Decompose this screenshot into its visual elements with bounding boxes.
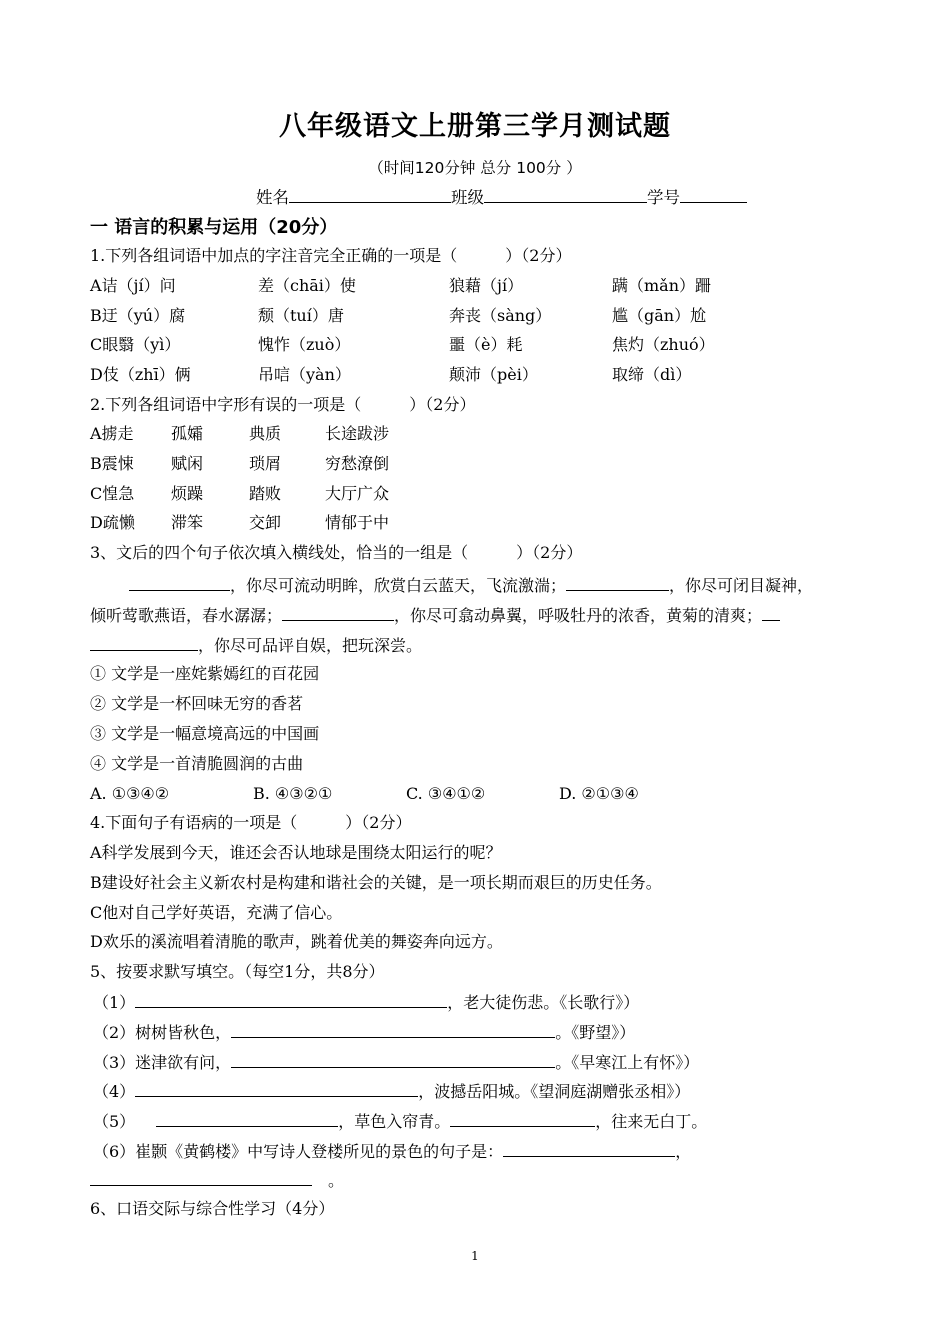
option-cell: 长途跋涉 bbox=[325, 424, 390, 443]
item-number: （1） bbox=[93, 993, 136, 1012]
item-text: 。 bbox=[328, 1171, 345, 1190]
answer-blank[interactable] bbox=[231, 1021, 555, 1038]
sentence-option: ③ 文学是一幅意境高远的中国画 bbox=[90, 724, 320, 743]
question-1-stem: 1.下列各组词语中加点的字注音完全正确的一项是（ ）（2分） bbox=[90, 246, 572, 265]
fill-item-1 bbox=[93, 991, 639, 1013]
option-cell: 愧怍（zuò） bbox=[258, 335, 351, 354]
item-text: （3）迷津欲有问， bbox=[93, 1053, 232, 1072]
passage-text: ，你尽可闭目凝神， bbox=[669, 576, 814, 595]
fill-item-3 bbox=[93, 1051, 699, 1073]
question-4-option: D欢乐的溪流唱着清脆的歌声，跳着优美的舞姿奔向远方。 bbox=[90, 932, 503, 951]
section-heading: 一 语言的积累与运用（20分） bbox=[90, 217, 338, 238]
question-2-row-d bbox=[90, 513, 490, 533]
option-cell: 滞笨 bbox=[171, 513, 204, 532]
item-text: ， bbox=[675, 1142, 692, 1161]
question-1-row-d bbox=[90, 365, 850, 385]
option-cell: 焦灼（zhuó） bbox=[612, 335, 715, 354]
page-number: 1 bbox=[471, 1249, 479, 1263]
choice: D. ②①③④ bbox=[559, 784, 639, 803]
page-title: 八年级语文上册第三学月测试题 bbox=[279, 111, 671, 142]
option-cell: 典质 bbox=[249, 424, 282, 443]
option-cell: 颠沛（pèi） bbox=[449, 365, 538, 384]
sentence-option: ④ 文学是一首清脆圆润的古曲 bbox=[90, 754, 304, 773]
option-cell: 奔丧（sàng） bbox=[449, 306, 552, 325]
option-cell: 烦躁 bbox=[171, 484, 204, 503]
answer-blank[interactable] bbox=[135, 1080, 418, 1097]
option-cell: 大厅广众 bbox=[325, 484, 390, 503]
option-cell: A掳走 bbox=[90, 424, 134, 443]
question-6-stem: 6、口语交际与综合性学习（4分） bbox=[90, 1199, 335, 1218]
item-number: （4） bbox=[93, 1082, 136, 1101]
answer-blank[interactable] bbox=[503, 1140, 675, 1157]
option-cell: D伎（zhī）俩 bbox=[90, 365, 191, 384]
item-text: 。《野望》） bbox=[555, 1023, 636, 1042]
answer-blank[interactable] bbox=[231, 1051, 555, 1068]
option-cell: 蹒（mǎn）跚 bbox=[612, 276, 712, 295]
item-text: （6）崔颢《黄鹤楼》中写诗人登楼所见的景色的句子是： bbox=[93, 1142, 504, 1161]
choice: A. ①③④② bbox=[90, 784, 170, 803]
question-1-row-b bbox=[90, 306, 850, 326]
option-cell: 孤孀 bbox=[171, 424, 204, 443]
item-text: ，往来无白丁。 bbox=[595, 1112, 708, 1131]
question-2-stem: 2.下列各组词语中字形有误的一项是（ ）（2分） bbox=[90, 395, 476, 414]
answer-blank[interactable] bbox=[450, 1110, 595, 1127]
item-number: （5） bbox=[93, 1112, 136, 1131]
passage-line-1 bbox=[129, 574, 813, 596]
answer-blank[interactable] bbox=[566, 574, 669, 591]
question-3-stem: 3、文后的四个句子依次填入横线处，恰当的一组是（ ）（2分） bbox=[90, 543, 583, 562]
answer-blank[interactable] bbox=[762, 604, 780, 621]
option-cell: D疏懒 bbox=[90, 513, 135, 532]
passage-text: ，你尽可流动明眸，欣赏白云蓝天，飞流激湍； bbox=[230, 576, 567, 595]
choice: B. ④③②① bbox=[253, 784, 333, 803]
sentence-option: ② 文学是一杯回味无穷的香茗 bbox=[90, 694, 304, 713]
question-5-stem: 5、按要求默写填空。（每空1分，共8分） bbox=[90, 962, 385, 981]
question-3-choices bbox=[90, 784, 790, 804]
option-cell: C惶急 bbox=[90, 484, 135, 503]
answer-blank[interactable] bbox=[282, 604, 394, 621]
answer-blank[interactable] bbox=[90, 634, 198, 651]
passage-line-3 bbox=[90, 634, 422, 656]
fill-item-6 bbox=[93, 1140, 691, 1162]
number-label: 学号 bbox=[647, 188, 680, 207]
item-text: ，老大徒伤悲。《长歌行》） bbox=[447, 993, 640, 1012]
item-text: ，草色入帘青。 bbox=[338, 1112, 451, 1131]
class-label: 班级 bbox=[451, 188, 484, 207]
option-cell: 差（chāi）使 bbox=[258, 276, 356, 295]
option-cell: C眼翳（yì） bbox=[90, 335, 181, 354]
item-text: ，波撼岳阳城。《望洞庭湖赠张丞相》） bbox=[418, 1082, 691, 1101]
option-cell: 颓（tuí）唐 bbox=[258, 306, 344, 325]
passage-text: ，你尽可品评自娱，把玩深尝。 bbox=[198, 636, 423, 655]
passage-line-2 bbox=[90, 604, 780, 626]
sentence-option: ① 文学是一座姹紫嫣红的百花园 bbox=[90, 664, 320, 683]
class-blank[interactable] bbox=[484, 185, 647, 203]
question-4-option: C他对自己学好英语，充满了信心。 bbox=[90, 903, 343, 922]
option-cell: 踏败 bbox=[249, 484, 282, 503]
option-cell: 噩（è）耗 bbox=[449, 335, 523, 354]
option-cell: 取缔（dì） bbox=[612, 365, 692, 384]
question-4-stem: 4.下面句子有语病的一项是（ ）（2分） bbox=[90, 813, 412, 832]
option-cell: B迂（yú）腐 bbox=[90, 306, 186, 325]
answer-blank[interactable] bbox=[135, 991, 447, 1008]
option-cell: 琐屑 bbox=[249, 454, 282, 473]
question-4-option: B建设好社会主义新农村是构建和谐社会的关键，是一项长期而艰巨的历史任务。 bbox=[90, 873, 662, 892]
name-blank[interactable] bbox=[289, 185, 451, 203]
option-cell: A诘（jí）问 bbox=[90, 276, 176, 295]
student-info-row bbox=[256, 184, 747, 208]
option-cell: 情郁于中 bbox=[325, 513, 390, 532]
passage-text: ，你尽可翕动鼻翼，呼吸牡丹的浓香，黄菊的清爽； bbox=[394, 606, 763, 625]
answer-blank[interactable] bbox=[156, 1110, 338, 1127]
name-label: 姓名 bbox=[256, 188, 289, 207]
question-1-row-c bbox=[90, 335, 850, 355]
choice: C. ③④①② bbox=[406, 784, 486, 803]
fill-item-5 bbox=[93, 1110, 707, 1132]
time-and-score: （时间120分钟 总分 100分 ） bbox=[368, 159, 582, 177]
option-cell: 赋闲 bbox=[171, 454, 204, 473]
answer-blank[interactable] bbox=[90, 1169, 312, 1186]
question-2-row-b bbox=[90, 454, 490, 474]
question-2-row-a bbox=[90, 424, 490, 444]
item-text: 。《早寒江上有怀》） bbox=[555, 1053, 700, 1072]
option-cell: 吊唁（yàn） bbox=[258, 365, 351, 384]
question-4-option: A科学发展到今天，谁还会否认地球是围绕太阳运行的呢？ bbox=[90, 843, 502, 862]
option-cell: 狼藉（jí） bbox=[449, 276, 524, 295]
fill-item-6-continued bbox=[90, 1169, 344, 1191]
option-cell: 尴（gān）尬 bbox=[612, 306, 707, 325]
fill-item-4 bbox=[93, 1080, 690, 1102]
fill-item-2 bbox=[93, 1021, 635, 1043]
number-blank[interactable] bbox=[680, 185, 747, 203]
passage-text: 倾听莺歌燕语，春水潺潺； bbox=[90, 606, 283, 625]
answer-blank[interactable] bbox=[129, 574, 230, 591]
item-text: （2）树树皆秋色， bbox=[93, 1023, 232, 1042]
option-cell: B震悚 bbox=[90, 454, 134, 473]
option-cell: 穷愁潦倒 bbox=[325, 454, 390, 473]
question-2-row-c bbox=[90, 484, 490, 504]
question-1-row-a bbox=[90, 276, 850, 296]
option-cell: 交卸 bbox=[249, 513, 282, 532]
